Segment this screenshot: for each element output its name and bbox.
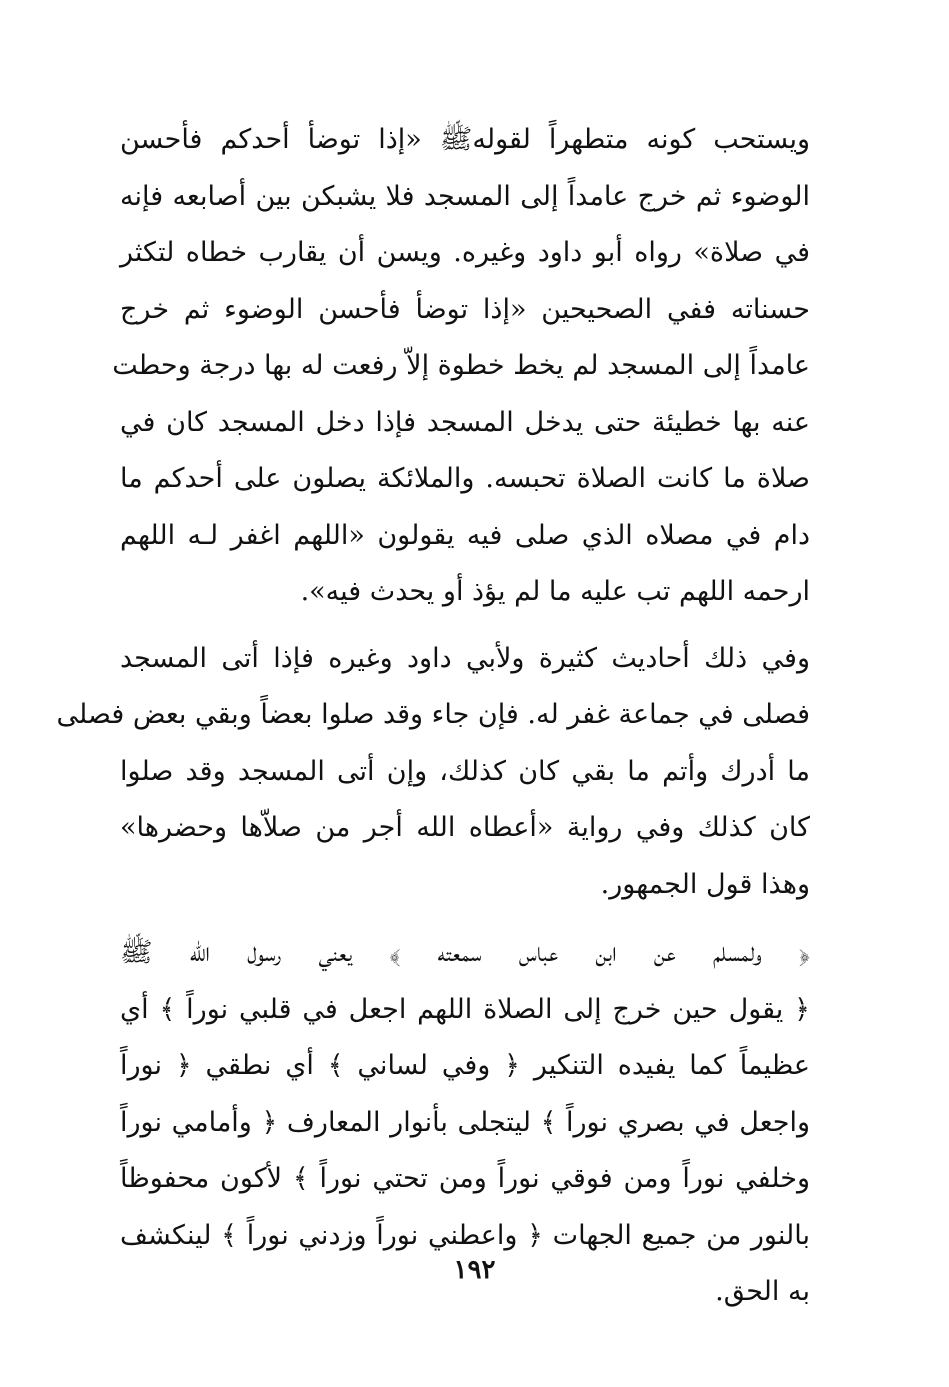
text-line: عنه بها خطيئة حتى يدخل المسجد فإذا دخل المسجد كان في (120, 406, 810, 438)
text-line: ويستحب كونه متطهراً لقولهﷺ «إذا توضأ أحدكم فأحسن (120, 124, 810, 155)
text-line: الوضوء ثم خرج عامداً إلى المسجد فلا يشبكن بين أصابعه فإنه (120, 180, 810, 212)
page-number: ١٩٢ (453, 1255, 496, 1285)
text-line: بالنور من جميع الجهات ﴿ واعطني نوراً وزدني نوراً ﴾ لينكشف (120, 1219, 810, 1251)
text-line: واجعل في بصري نوراً ﴾ ليتجلى بأنوار المعارف ﴿ وأمامي نوراً (120, 1106, 810, 1138)
text-line: وفي ذلك أحاديث كثيرة ولأبي داود وغيره فإذا أتى المسجد (120, 642, 810, 674)
text-line: عامداً إلى المسجد لم يخط خطوة إلاّ رفعت له بها درجة وحطت (112, 350, 810, 381)
paragraph-1 (112, 112, 810, 621)
text-line: دام في مصلاه الذي صلى فيه يقولون «اللهم اغفر لـه اللهم (120, 519, 810, 551)
paragraph-2 (56, 631, 810, 914)
page-body (56, 112, 810, 1321)
text-line: عظيماً كما يفيده التنكير ﴿ وفي لساني ﴾ أي نطقي ﴿ نوراً (120, 1050, 810, 1081)
text-line: ﴿ يقول حين خرج إلى الصلاة اللهم اجعل في قلبي نوراً ﴾ أي (120, 993, 810, 1025)
text-line: ﴿ ولمسلم عن ابن عباس سمعته ﴾ يعني رسول الله ﷺ (120, 937, 810, 968)
text-line: في صلاة» رواه أبو داود وغيره. ويسن أن يقارب خطاه لتكثر (120, 237, 810, 268)
text-line: ارحمه اللهم تب عليه ما لم يؤذ أو يحدث فيه». (300, 576, 810, 607)
text-line: وخلفي نوراً ومن فوقي نوراً ومن تحتي نوراً ﴾ لأكون محفوظاً (120, 1163, 810, 1194)
text-line: فصلى في جماعة غفر له. فإن جاء وقد صلوا بعضاً وبقي بعض فصلى (56, 699, 810, 730)
text-line: حسناته ففي الصحيحين «إذا توضأ فأحسن الوضوء ثم خرج (120, 293, 810, 325)
text-line: به الحق. (715, 1276, 810, 1307)
text-line: كان كذلك وفي رواية «أعطاه الله أجر من صلاّها وحضرها» (120, 812, 810, 843)
text-line: صلاة ما كانت الصلاة تحبسه. والملائكة يصلون على أحدكم ما (120, 463, 810, 494)
text-line: وهذا قول الجمهور. (600, 868, 810, 900)
text-line: ما أدرك وأتم ما بقي كان كذلك، وإن أتى المسجد وقد صلوا (120, 755, 810, 787)
